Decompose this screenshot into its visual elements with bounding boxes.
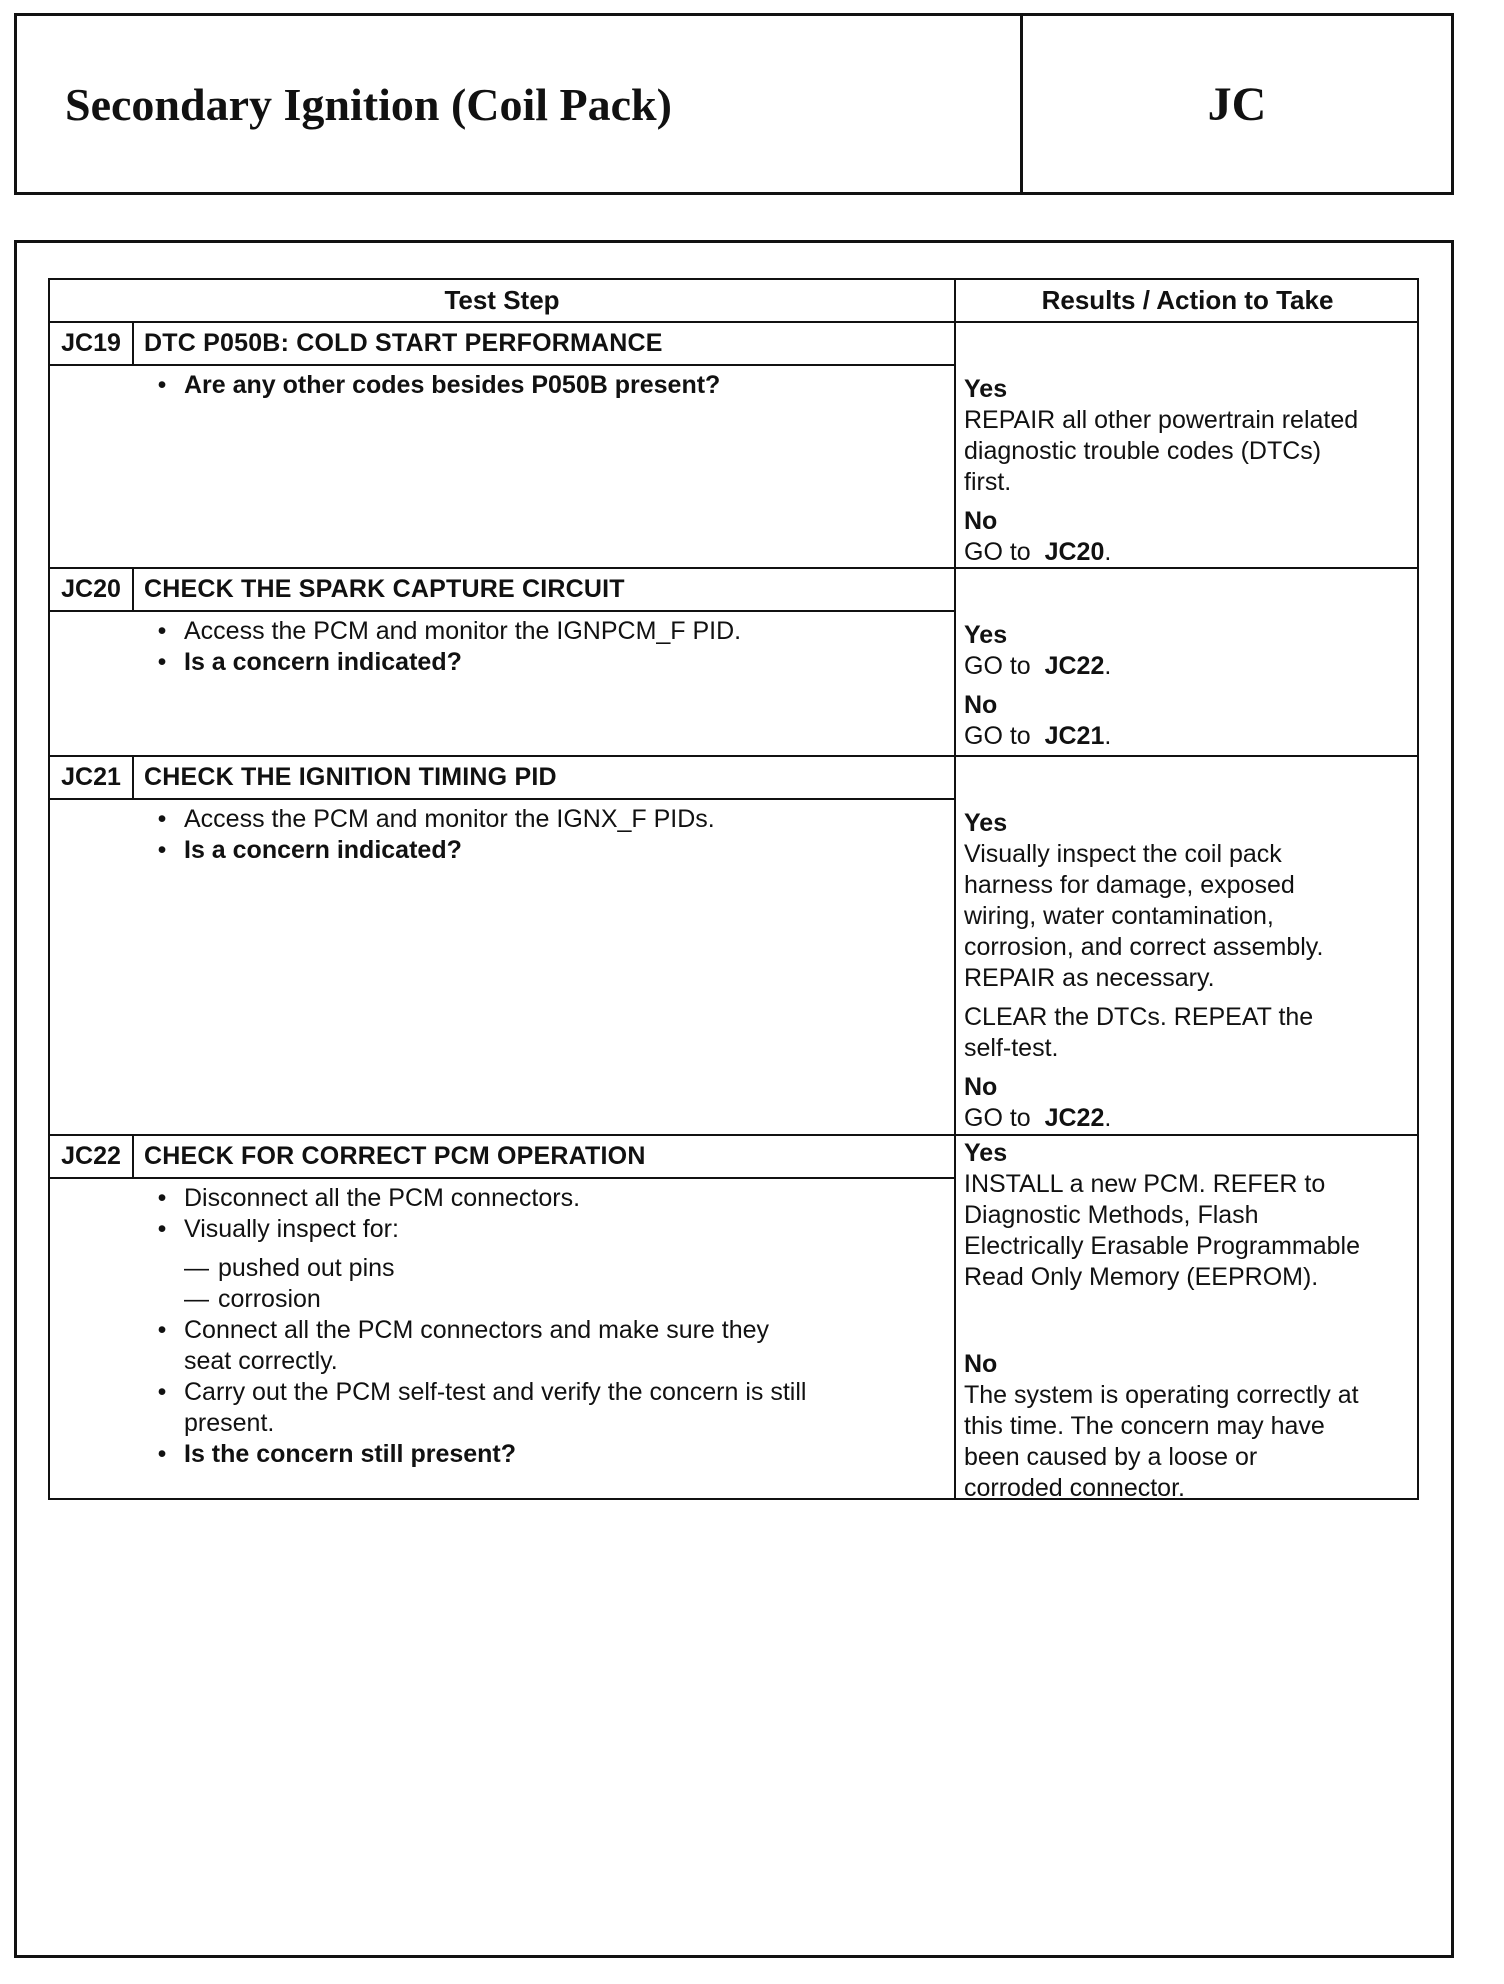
step-id-jc21: JC21 bbox=[61, 763, 121, 791]
no-label: No bbox=[964, 1350, 998, 1378]
result-line: harness for damage, exposed bbox=[964, 871, 1295, 899]
row-divider bbox=[50, 1177, 954, 1179]
step-id-divider bbox=[132, 323, 134, 364]
col-header-results: Results / Action to Take bbox=[1041, 285, 1334, 315]
result-line: REPAIR all other powertrain related bbox=[964, 406, 1359, 434]
result-line: The system is operating correctly at bbox=[964, 1381, 1359, 1409]
step-id-divider bbox=[132, 569, 134, 610]
goto-text: GO to bbox=[964, 652, 1031, 680]
page-title: Secondary Ignition (Coil Pack) bbox=[17, 16, 1023, 192]
yes-label: Yes bbox=[964, 1139, 1008, 1167]
bullet-text: Connect all the PCM connectors and make sure they bbox=[184, 1316, 770, 1344]
result-jc19 bbox=[964, 374, 1414, 568]
yes-label: Yes bbox=[964, 809, 1008, 837]
goto-text: GO to bbox=[964, 538, 1031, 566]
list-item: • Visually inspect for: bbox=[140, 1214, 940, 1245]
step-title-jc20: CHECK THE SPARK CAPTURE CIRCUIT bbox=[144, 575, 625, 603]
step-id-divider bbox=[132, 1136, 134, 1177]
list-item: • Are any other codes besides P050B present? bbox=[140, 370, 940, 401]
goto-text: GO to bbox=[964, 722, 1031, 750]
list-item: • Carry out the PCM self-test and verify the concern is still present. bbox=[157, 1378, 807, 1437]
diagnostic-table bbox=[48, 278, 1419, 1500]
result-goto bbox=[964, 721, 1414, 752]
result-line: Diagnostic Methods, Flash bbox=[964, 1201, 1259, 1229]
bullet-text: Carry out the PCM self-test and verify the concern is still bbox=[184, 1378, 807, 1406]
result-line: CLEAR the DTCs. REPEAT the bbox=[964, 1003, 1314, 1031]
bullet-text: present. bbox=[184, 1409, 275, 1437]
step-title-jc22: CHECK FOR CORRECT PCM OPERATION bbox=[144, 1142, 646, 1170]
step-title-jc19: DTC P050B: COLD START PERFORMANCE bbox=[144, 329, 663, 357]
sub-item-text: pushed out pins bbox=[218, 1254, 395, 1282]
column-divider bbox=[954, 280, 956, 1498]
step-body-jc22 bbox=[140, 1183, 940, 1470]
result-line: self-test. bbox=[964, 1034, 1059, 1062]
list-item: • Access the PCM and monitor the IGNX_F PIDs. bbox=[140, 804, 940, 835]
bullet-text: Is a concern indicated? bbox=[184, 648, 462, 676]
step-id-divider bbox=[132, 757, 134, 798]
step-title-jc21: CHECK THE IGNITION TIMING PID bbox=[144, 763, 557, 791]
result-jc20 bbox=[964, 620, 1414, 752]
period: . bbox=[1104, 538, 1112, 566]
bullet-text: Access the PCM and monitor the IGNX_F PIDs. bbox=[184, 805, 715, 833]
list-item: • Access the PCM and monitor the IGNPCM_F PID. bbox=[140, 616, 940, 647]
step-body-jc21 bbox=[140, 804, 940, 866]
period: . bbox=[1104, 722, 1112, 750]
result-goto bbox=[964, 537, 1414, 568]
result-jc21 bbox=[964, 808, 1414, 1134]
result-line: diagnostic trouble codes (DTCs) bbox=[964, 437, 1322, 465]
result-line: INSTALL a new PCM. REFER to bbox=[964, 1170, 1326, 1198]
result-goto bbox=[964, 651, 1414, 682]
step-body-jc20 bbox=[140, 616, 940, 678]
sub-item-text: corrosion bbox=[218, 1285, 321, 1313]
result-line: corroded connector. bbox=[964, 1474, 1185, 1502]
bullet-text: Visually inspect for: bbox=[184, 1215, 399, 1243]
row-divider bbox=[50, 364, 954, 366]
result-line: corrosion, and correct assembly. bbox=[964, 933, 1324, 961]
result-line: this time. The concern may have bbox=[964, 1412, 1325, 1440]
no-label: No bbox=[964, 1073, 998, 1101]
list-item: • Is a concern indicated? bbox=[140, 835, 940, 866]
bullet-text: Is a concern indicated? bbox=[184, 836, 462, 864]
result-line: been caused by a loose or bbox=[964, 1443, 1258, 1471]
goto-text: GO to bbox=[964, 1104, 1031, 1132]
result-line: wiring, water contamination, bbox=[964, 902, 1274, 930]
bullet-text: seat correctly. bbox=[184, 1347, 338, 1375]
bullet-text: Is the concern still present? bbox=[184, 1440, 517, 1468]
list-item: • Is a concern indicated? bbox=[140, 647, 940, 678]
bullet-text: Are any other codes besides P050B present? bbox=[184, 371, 721, 399]
step-id-jc20: JC20 bbox=[61, 575, 121, 603]
row-divider bbox=[50, 798, 954, 800]
result-line: Visually inspect the coil pack bbox=[964, 840, 1282, 868]
list-item: • Is the concern still present? bbox=[140, 1439, 940, 1470]
result-line: Read Only Memory (EEPROM). bbox=[964, 1263, 1319, 1291]
period: . bbox=[1104, 652, 1112, 680]
yes-label: Yes bbox=[964, 621, 1008, 649]
step-id-jc22: JC22 bbox=[61, 1142, 121, 1170]
section-code: JC bbox=[1207, 77, 1267, 131]
sub-item: — corrosion bbox=[184, 1285, 321, 1313]
result-line: first. bbox=[964, 468, 1012, 496]
col-header-test-step: Test Step bbox=[444, 285, 560, 315]
goto-link-jc22[interactable]: JC22 bbox=[1044, 652, 1105, 680]
list-item: • Disconnect all the PCM connectors. bbox=[140, 1183, 940, 1214]
bullet-text: Access the PCM and monitor the IGNPCM_F PID. bbox=[184, 617, 742, 645]
result-jc22 bbox=[964, 1138, 1414, 1504]
goto-link-jc22[interactable]: JC22 bbox=[1044, 1104, 1105, 1132]
period: . bbox=[1104, 1104, 1112, 1132]
result-goto bbox=[964, 1103, 1414, 1134]
step-body-jc19 bbox=[140, 370, 940, 401]
list-item: • Connect all the PCM connectors and make sure they seat correctly. bbox=[157, 1316, 770, 1375]
goto-link-jc21[interactable]: JC21 bbox=[1044, 722, 1105, 750]
step-id-jc19: JC19 bbox=[61, 329, 121, 357]
row-divider bbox=[50, 610, 954, 612]
goto-link-jc20[interactable]: JC20 bbox=[1044, 538, 1105, 566]
sub-item: — pushed out pins bbox=[184, 1254, 395, 1282]
yes-label: Yes bbox=[964, 375, 1008, 403]
bullet-text: Disconnect all the PCM connectors. bbox=[184, 1184, 581, 1212]
header-box bbox=[14, 13, 1454, 195]
no-label: No bbox=[964, 507, 998, 535]
no-label: No bbox=[964, 691, 998, 719]
result-line: Electrically Erasable Programmable bbox=[964, 1232, 1360, 1260]
result-line: REPAIR as necessary. bbox=[964, 964, 1215, 992]
